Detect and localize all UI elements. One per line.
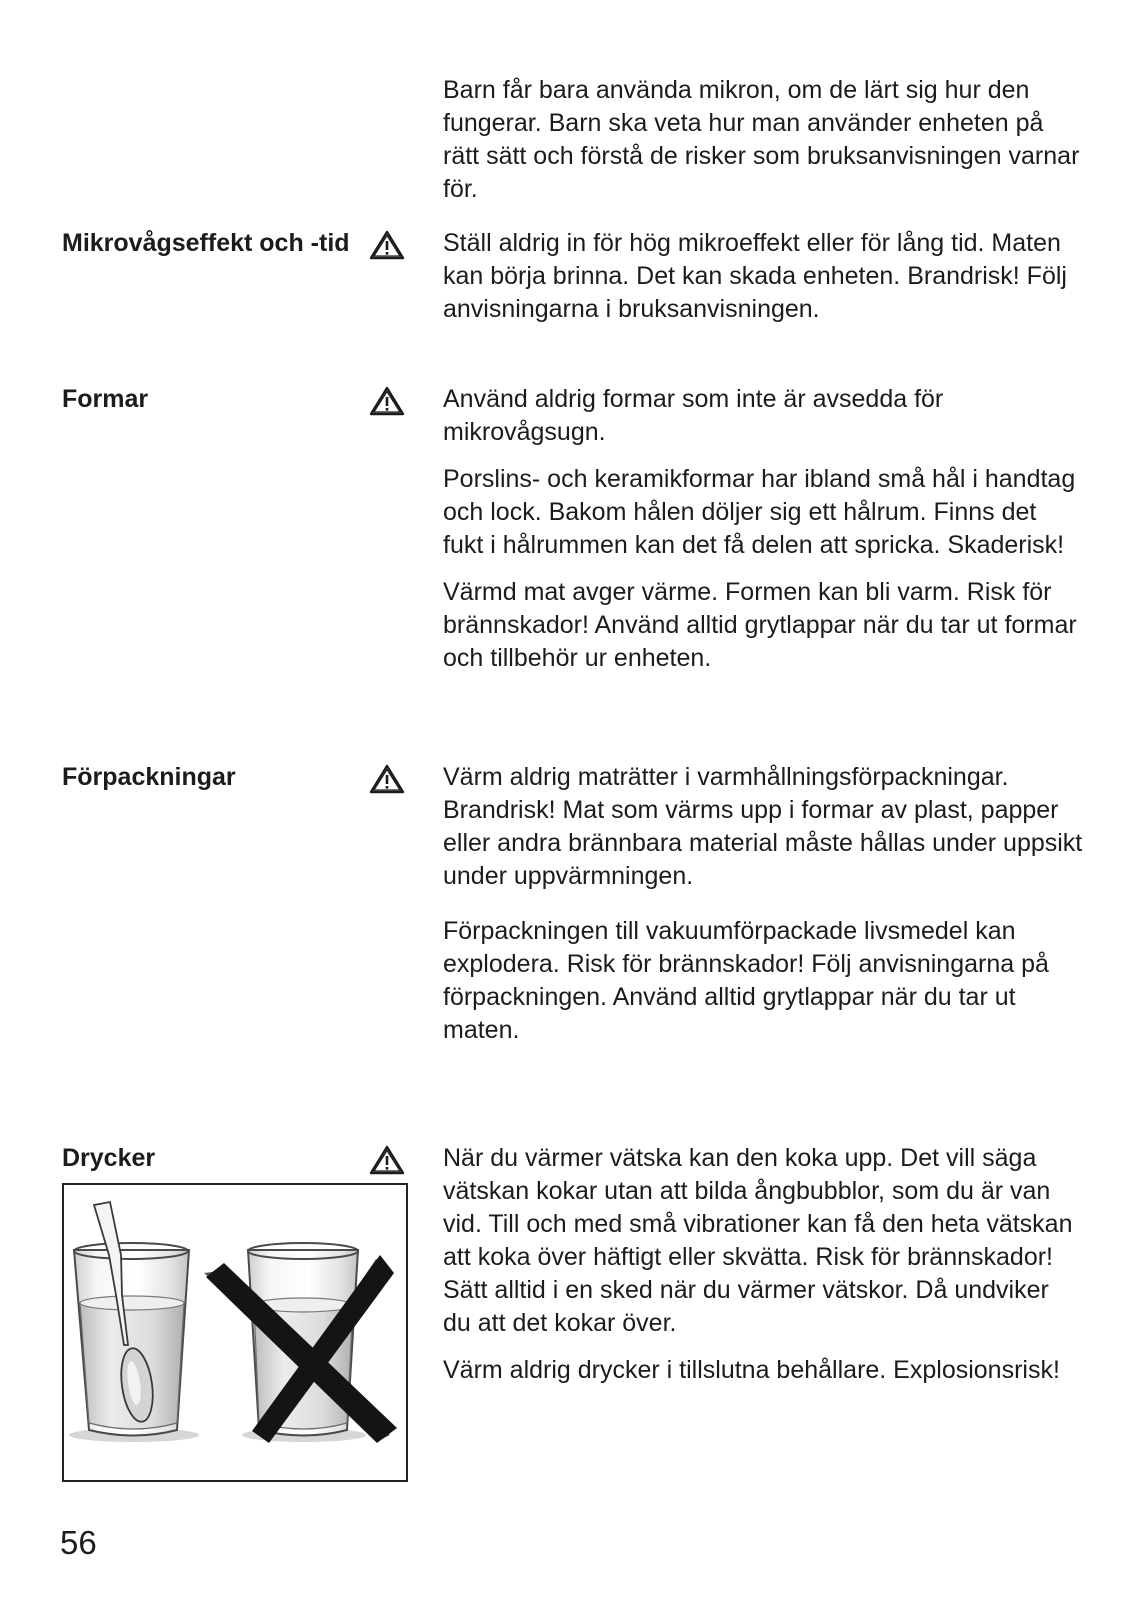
- warning-triangle-icon: [369, 1145, 405, 1175]
- section-heading-packaging: Förpackningar: [62, 763, 236, 791]
- forms-paragraph-3: Värmd mat avger värme. Formen kan bli varm. Risk för brännskador! Använd alltid grytlappar när du tar ut formar och tillbehör ur enheten.: [443, 578, 1077, 672]
- section-heading-power: Mikrovågseffekt och -tid: [62, 229, 350, 257]
- forms-paragraph-2: Porslins- och keramikformar har ibland små hål i handtag och lock. Bakom hålen döljer sig ett hålrum. Finns det fukt i hålrummen kan det få delen att spricka. Skaderisk!: [443, 465, 1076, 559]
- forms-paragraph-1: Använd aldrig formar som inte är avsedda för mikrovågsugn.: [443, 385, 944, 446]
- warning-triangle-icon: [369, 764, 405, 794]
- section-heading-drinks: Drycker: [62, 1144, 156, 1172]
- glass-crossed-out: [204, 1243, 397, 1443]
- section-heading-forms: Formar: [62, 385, 149, 413]
- page-number: 56: [60, 1524, 97, 1561]
- glasses-illustration: [62, 1183, 408, 1482]
- intro-text: [443, 74, 1083, 206]
- packaging-paragraph-1: Värm aldrig maträtter i varmhållningsförpackningar. Brandrisk! Mat som värms upp i formar av plast, papper eller andra brännbara material måste hållas under uppsikt under uppvärmningen.: [443, 763, 1083, 890]
- intro-paragraph: Barn får bara använda mikron, om de lärt sig hur den fungerar. Barn ska veta hur man använder enheten på rätt sätt och förstå de risker som bruksanvisningen varnar för.: [443, 76, 1080, 203]
- warning-triangle-icon: [369, 230, 405, 260]
- warning-triangle-icon: [369, 386, 405, 416]
- glass-with-spoon: [69, 1202, 199, 1442]
- packaging-paragraph-2: Förpackningen till vakuumförpackade livsmedel kan explodera. Risk för brännskador! Följ anvisningarna på förpackningen. Använd alltid grytlappar när du tar ut maten.: [443, 917, 1049, 1044]
- power-paragraph-1: Ställ aldrig in för hög mikroeffekt eller för lång tid. Maten kan börja brinna. Det kan skada enheten. Brandrisk! Följ anvisningarna i bruksanvisningen.: [443, 229, 1067, 323]
- drinks-paragraph-1: När du värmer vätska kan den koka upp. Det vill säga vätskan kokar utan att bilda ångbubblor, som du är van vid. Till och med små vibrationer kan få den heta vätskan att koka över häftigt eller skvätta. Risk för brännskador! Sätt alltid i en sked när du värmer vätskor. Då undviker du att det kokar över.: [443, 1144, 1073, 1337]
- drinks-paragraph-2: Värm aldrig drycker i tillslutna behållare. Explosionsrisk!: [443, 1356, 1060, 1384]
